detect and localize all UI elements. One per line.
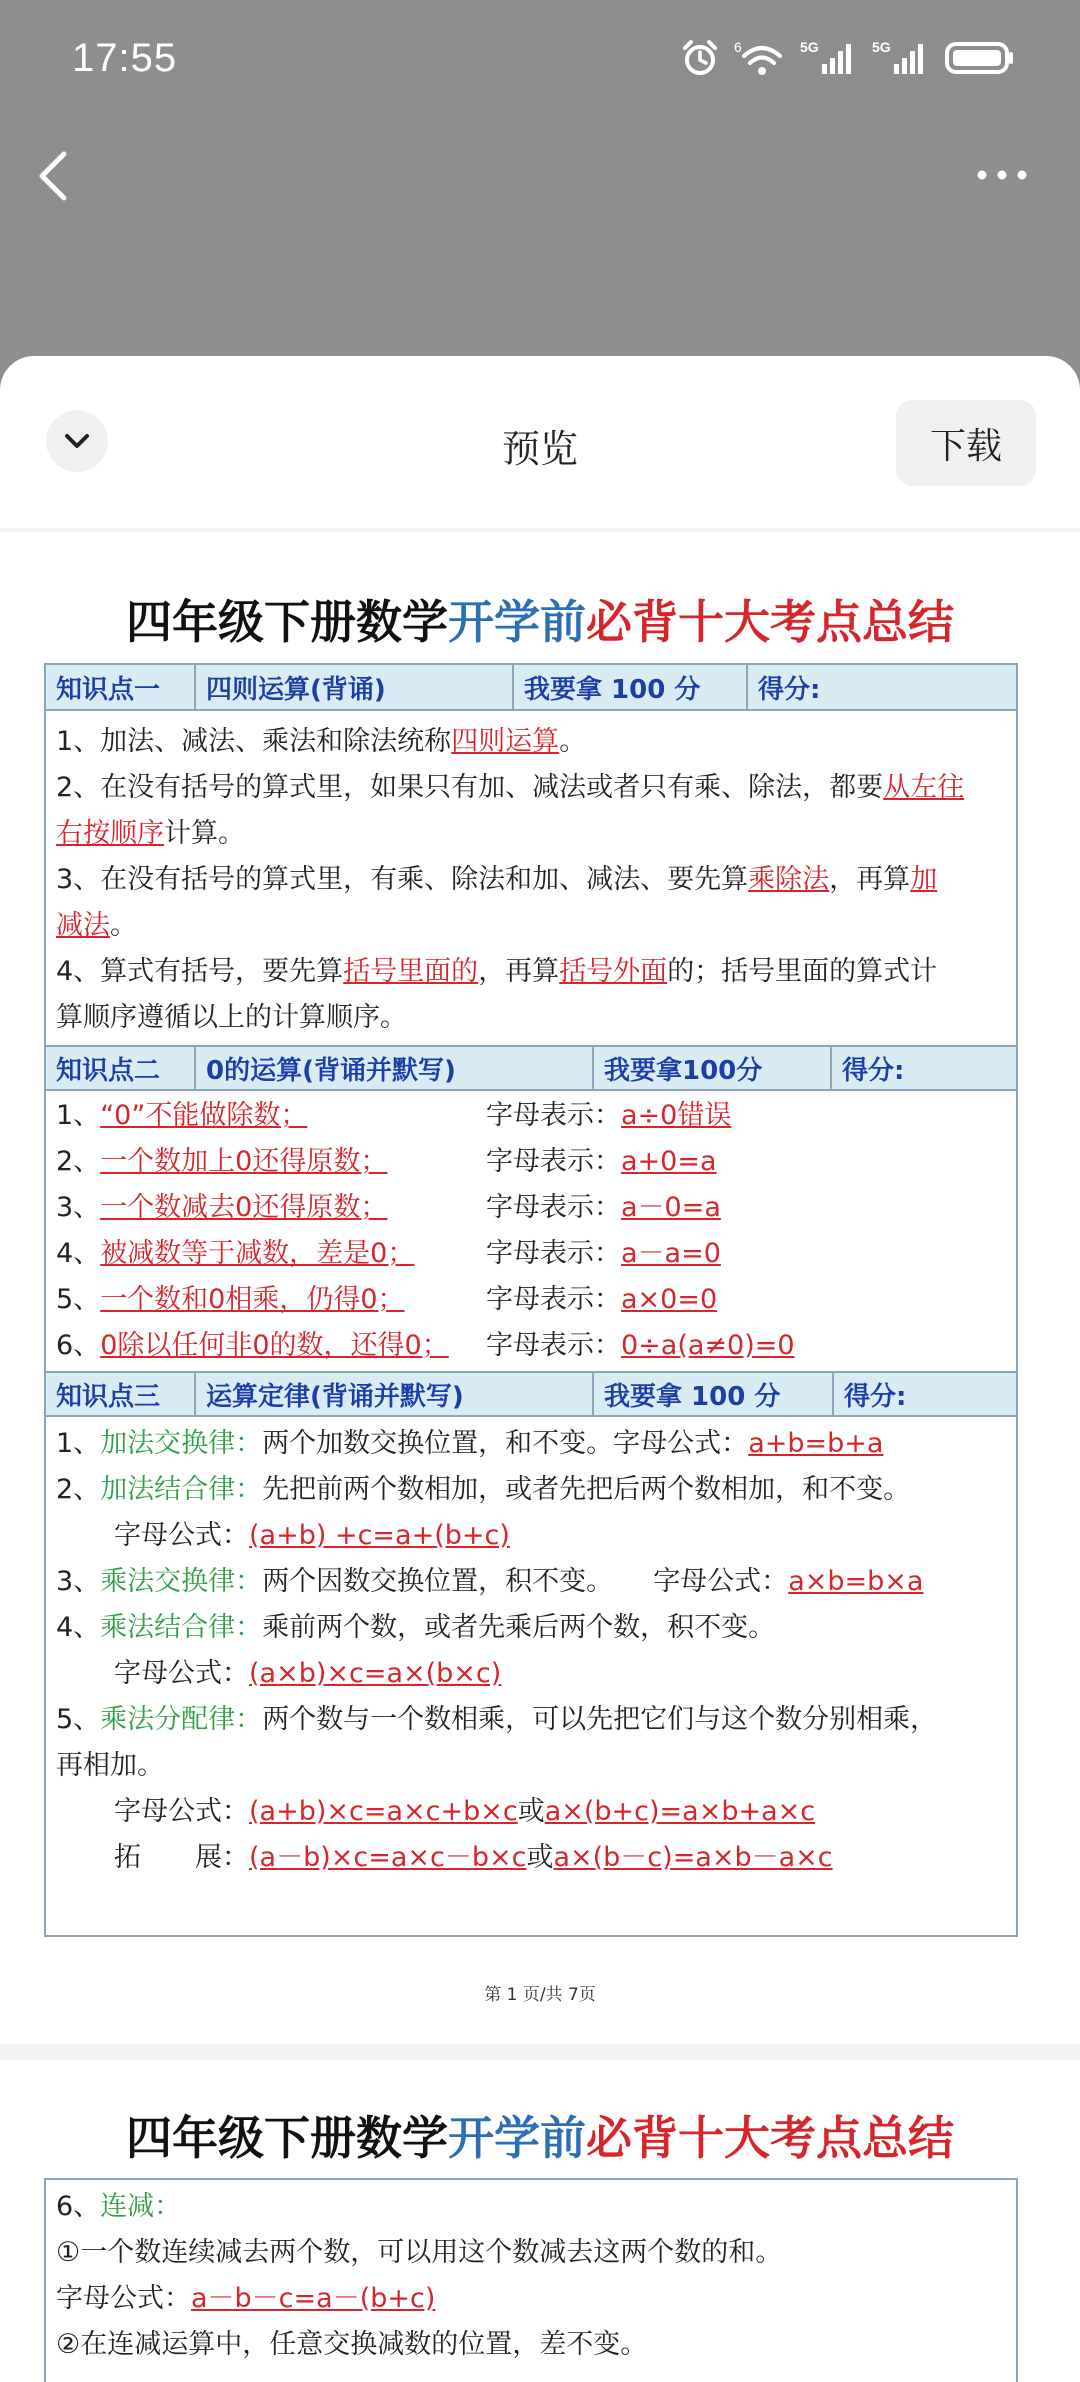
zero-rule-row: 6、0除以任何非0的数，还得0； 字母表示：0÷a(a≠0)=0 xyxy=(56,1330,795,1361)
section-topic: 四则运算(背诵) xyxy=(196,665,514,709)
zero-rule-row: 4、被减数等于减数，差是0； 字母表示：a－a=0 xyxy=(56,1238,721,1269)
s1-item-4: 4、算式有括号，要先算括号里面的，再算括号外面的；括号里面的算式计 算顺序遵循以上的计算顺序。 xyxy=(56,956,938,1033)
zero-rule-row: 3、一个数减去0还得原数； 字母表示：a－0=a xyxy=(56,1192,721,1223)
section-label: 知识点一 xyxy=(46,665,196,709)
law-item-5-extension: 拓 展：(a－b)×c=a×c－b×c或a×(b－c)=a×b－a×c xyxy=(114,1842,833,1873)
sheet-header xyxy=(0,356,1080,526)
wifi-icon xyxy=(734,38,786,78)
zero-rule-row: 5、一个数和0相乘，仍得0； 字母表示：a×0=0 xyxy=(56,1284,718,1315)
preview-sheet xyxy=(0,356,1080,2382)
content-frame xyxy=(44,663,1018,1937)
section-body-1 xyxy=(46,711,1016,1041)
s1-item-1: 1、加法、减法、乘法和除法统称四则运算。 xyxy=(56,726,587,757)
law-item-4-formula: 字母公式：(a×b)×c=a×(b×c) xyxy=(114,1658,502,1689)
law-item-3: 3、乘法交换律：两个因数交换位置，积不变。 字母公式：a×b=b×a xyxy=(56,1566,924,1597)
s1-item-3: 3、在没有括号的算式里，有乘、除法和加、减法、要先算乘除法，再算加 减法。 xyxy=(56,864,938,941)
title-part-blue: 开学前 xyxy=(448,595,586,649)
title-part-black: 四年级下册数学 xyxy=(126,595,448,649)
download-button[interactable]: 下载 xyxy=(896,400,1036,486)
law-item-4: 4、乘法结合律：乘前两个数，或者先乘后两个数，积不变。 xyxy=(56,1612,776,1643)
section-goal: 我要拿 100 分 xyxy=(514,665,748,709)
status-time: 17:55 xyxy=(72,36,178,80)
subtraction-heading: 6、连减： xyxy=(56,2191,182,2222)
more-icon[interactable] xyxy=(972,150,1032,200)
status-bar xyxy=(0,0,1080,120)
section-topic: 0的运算(背诵并默写) xyxy=(196,1047,594,1089)
alarm-icon xyxy=(680,38,720,78)
law-item-5-formula: 字母公式：(a+b)×c=a×c+b×c或a×(b+c)=a×b+a×c xyxy=(114,1796,816,1827)
section-score: 得分: xyxy=(844,1381,907,1412)
subtraction-formula: 字母公式：a－b－c=a－(b+c) xyxy=(56,2283,436,2314)
s1-item-2: 2、在没有括号的算式里，如果只有加、减法或者只有乘、除法，都要从左往 右按顺序计算。 xyxy=(56,772,965,849)
title-part-blue: 开学前 xyxy=(448,2111,586,2165)
section-header-3 xyxy=(46,1371,1016,1417)
top-nav xyxy=(0,130,1080,220)
law-item-1: 1、加法交换律：两个加数交换位置，和不变。字母公式：a+b=b+a xyxy=(56,1428,884,1459)
status-icons xyxy=(680,38,1016,78)
section-label: 知识点三 xyxy=(46,1373,196,1415)
zero-rule-row: 2、一个数加上0还得原数； 字母表示：a+0=a xyxy=(56,1146,717,1177)
subtraction-rule-2: ②在连减运算中，任意交换减数的位置，差不变。 xyxy=(56,2329,648,2360)
title-part-red: 必背十大考点总结 xyxy=(586,595,954,649)
law-item-5: 5、乘法分配律：两个数与一个数相乘，可以先把它们与这个数分别相乘， 再相加。 xyxy=(56,1704,938,1781)
document-title xyxy=(0,586,1080,652)
back-icon[interactable] xyxy=(32,148,76,204)
sheet-title: 预览 xyxy=(501,427,578,471)
net-label-1: 5G xyxy=(800,39,819,55)
section-header-1 xyxy=(46,665,1016,711)
battery-icon xyxy=(944,38,1016,78)
section-body-2 xyxy=(46,1091,1016,1369)
section-label: 知识点二 xyxy=(46,1047,196,1089)
section-score: 得分: xyxy=(758,674,821,705)
title-part-black: 四年级下册数学 xyxy=(126,2111,448,2165)
section-topic: 运算定律(背诵并默写) xyxy=(196,1373,594,1415)
document-title xyxy=(0,2102,1080,2168)
section-score: 得分: xyxy=(842,1055,905,1086)
document-preview[interactable] xyxy=(0,528,1080,2382)
document-page-2 xyxy=(0,2060,1080,2382)
wifi-badge: 6 xyxy=(734,39,742,55)
section-header-2 xyxy=(46,1045,1016,1091)
document-page-1 xyxy=(0,532,1080,2044)
law-item-2: 2、加法结合律：先把前两个数相加，或者先把后两个数相加，和不变。 xyxy=(56,1474,911,1505)
page-number: 第 1 页/共 7页 xyxy=(484,1985,596,2005)
zero-rule-row: 1、“0”不能做除数； 字母表示：a÷0错误 xyxy=(56,1100,732,1131)
signal-5g-icon-2 xyxy=(872,38,930,78)
subtraction-rule-1: ①一个数连续减去两个数，可以用这个数减去这两个数的和。 xyxy=(56,2237,783,2268)
law-item-2-formula: 字母公式：(a+b) +c=a+(b+c) xyxy=(114,1520,510,1551)
section-body-3 xyxy=(46,1417,1016,1881)
section-goal: 我要拿100分 xyxy=(594,1047,832,1089)
content-frame xyxy=(44,2178,1018,2382)
net-label-2: 5G xyxy=(872,39,891,55)
section-goal: 我要拿 100 分 xyxy=(594,1373,834,1415)
title-part-red: 必背十大考点总结 xyxy=(586,2111,954,2165)
signal-5g-icon-1 xyxy=(800,38,858,78)
